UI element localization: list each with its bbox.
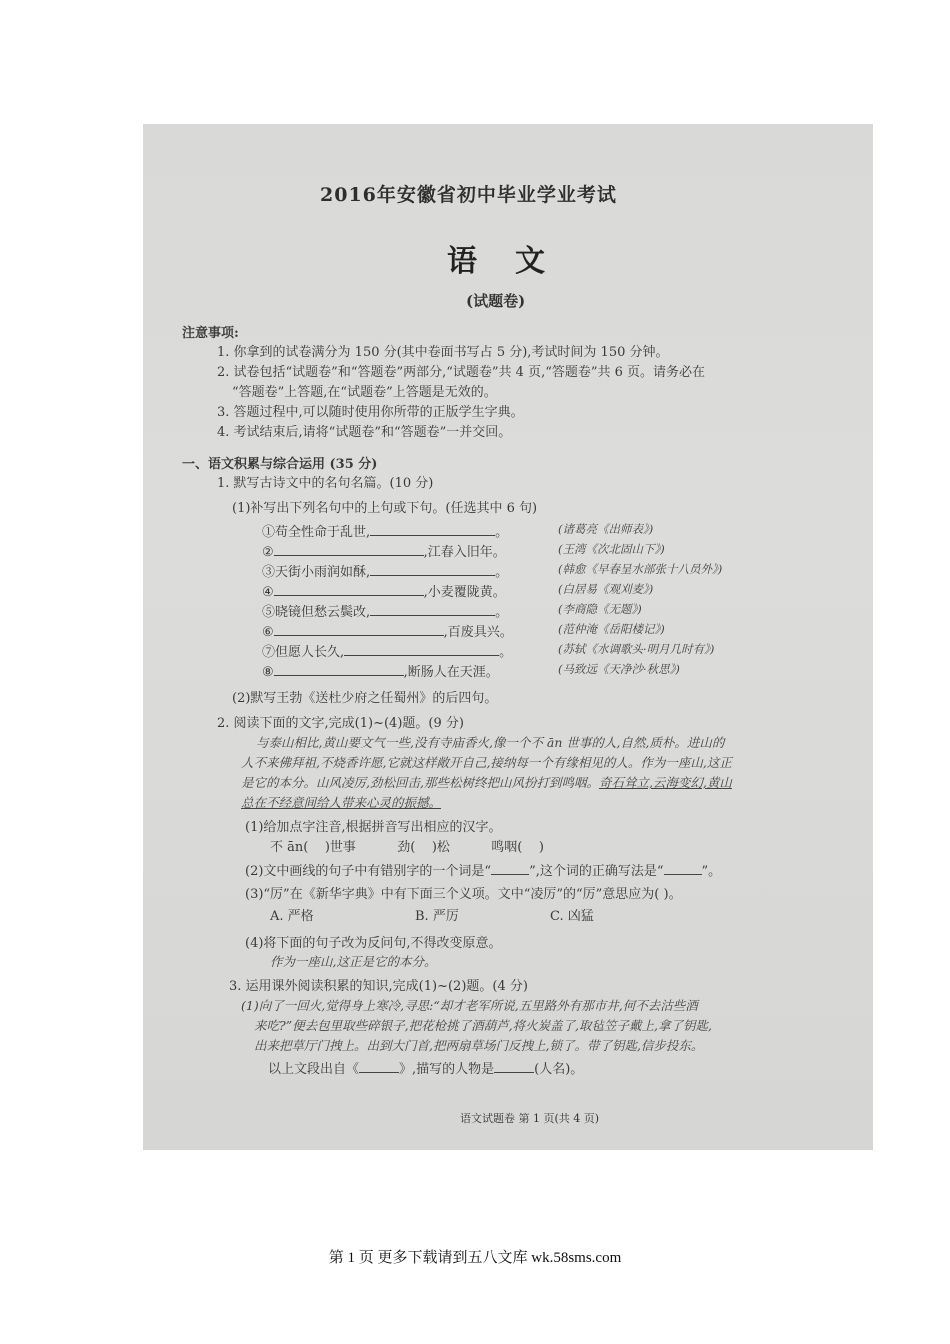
poem-source-7: (苏轼《水调歌头·明月几时有》)	[558, 642, 715, 656]
poem-source-1: (诸葛亮《出师表》)	[558, 522, 654, 536]
poem-source-5: (李商隐《无题》)	[558, 602, 642, 616]
answer-blank-6[interactable]	[274, 623, 444, 636]
notice-heading: 注意事项:	[182, 326, 239, 341]
underlined-sentence-part-1: 奇石耸立,云海变幻,黄山	[598, 775, 732, 790]
exam-page-label: 语文试题卷 第 1 页(共 4 页)	[460, 1112, 600, 1125]
section-1-heading: 一、语文积累与综合运用 (35 分)	[182, 457, 378, 472]
answer-blank-8[interactable]	[274, 663, 404, 676]
answer-blank-5[interactable]	[370, 603, 495, 616]
q3-text-line-1: (1)向了一回火,觉得身上寒冷,寻思:“却才老军所说,五里路外有那市井,何不去沽些酒	[241, 998, 698, 1013]
passage-line-1: 与泰山相比,黄山要文气一些,没有寺庙香火,像一个不 ān 世事的人,自然,质朴。进山的	[256, 735, 725, 750]
notice-item-3: 3. 答题过程中,可以随时使用你所带的正版学生字典。	[217, 405, 524, 420]
poem-line-3: ③天街小雨润如酥, 。	[262, 565, 509, 580]
poem-source-2: (王湾《次北固山下》)	[558, 542, 665, 556]
answer-blank-correct-word[interactable]	[664, 862, 702, 875]
answer-blank-2[interactable]	[274, 543, 424, 556]
passage-line-2: 人不来佛拜祖,不烧香许愿,它就这样敞开自己,接纳每一个有缘相见的人。作为一座山,这正	[241, 755, 732, 770]
exam-title: 2016年安徽省初中毕业学业考试	[320, 184, 617, 206]
poem-source-4: (白居易《观刈麦》)	[558, 582, 654, 596]
poem-line-6: ⑥ ,百废具兴。	[262, 625, 513, 640]
poem-source-8: (马致远《天净沙·秋思》)	[558, 662, 680, 676]
notice-item-2: 2. 试卷包括“试题卷”和“答题卷”两部分,“试题卷”共 4 页,“答题卷”共 6 页。请务必在	[217, 365, 706, 380]
option-b: B. 严厉	[415, 909, 459, 924]
q3-text-line-2: 来吃?”便去包里取些碎银子,把花枪挑了酒葫芦,将火炭盖了,取毡笠子戴上,拿了钥匙,	[254, 1018, 712, 1033]
poem-source-3: (韩愈《早春呈水部张十八员外》)	[558, 562, 723, 576]
q3-text-line-3: 出来把草厅门拽上。出到大门首,把两扇草场门反拽上,锁了。带了钥匙,信步投东。	[254, 1038, 704, 1053]
question-1: 1. 默写古诗文中的名句名篇。(10 分)	[217, 476, 434, 491]
question-3: 3. 运用课外阅读积累的知识,完成(1)~(2)题。(4 分)	[229, 979, 528, 994]
notice-item-4: 4. 考试结束后,请将“试题卷”和“答题卷”一并交回。	[217, 425, 512, 440]
poem-line-2: ② ,江春入旧年。	[262, 545, 506, 560]
option-c: C. 凶猛	[550, 909, 594, 924]
poem-line-8: ⑧ ,断肠人在天涯。	[262, 665, 499, 680]
poem-line-4: ④ ,小麦覆陇黄。	[262, 585, 506, 600]
answer-blank-character[interactable]	[494, 1060, 534, 1073]
answer-blank-7[interactable]	[344, 643, 499, 656]
question-1-2: (2)默写王勃《送杜少府之任蜀州》的后四句。	[232, 691, 498, 706]
poem-line-1: ①苟全性命于乱世, 。	[262, 525, 509, 540]
question-3-ask: 以上文段出自《 》,描写的人物是 (人名)。	[268, 1062, 584, 1077]
question-2-4-sentence: 作为一座山,这正是它的本分。	[270, 954, 437, 969]
notice-item-2-cont: “答题卷”上答题,在“试题卷”上答题是无效的。	[232, 385, 497, 400]
poem-line-5: ⑤晓镜但愁云鬓改, 。	[262, 605, 509, 620]
question-2-4: (4)将下面的句子改为反问句,不得改变原意。	[245, 936, 502, 951]
passage-line-3: 是它的本分。山风凌厉,劲松回击,那些松树终把山风扮打到鸣咽。奇石耸立,云海变幻,黄山	[241, 775, 732, 790]
question-2-3: (3)“厉”在《新华字典》中有下面三个义项。文中“凌厉”的“厉”意思应为( )。	[245, 887, 682, 902]
notice-item-1: 1. 你拿到的试卷满分为 150 分(其中卷面书写占 5 分),考试时间为 150 分钟。	[217, 345, 669, 360]
poem-line-7: ⑦但愿人长久, 。	[262, 645, 513, 660]
underlined-sentence-part-2: 总在不经意间给人带来心灵的振撼。	[241, 795, 442, 810]
answer-blank-1[interactable]	[370, 523, 495, 536]
question-1-1: (1)补写出下列名句中的上句或下句。(任选其中 6 句)	[232, 501, 538, 516]
question-2-2: (2)文中画线的句子中有错别字的一个词是“ ”,这个词的正确写法是“ ”。	[245, 864, 722, 879]
poem-source-6: (范仲淹《岳阳楼记》)	[558, 622, 665, 636]
exam-volume: (试题卷)	[466, 292, 526, 310]
option-a: A. 严格	[270, 909, 314, 924]
question-2-1: (1)给加点字注音,根据拼音写出相应的汉字。	[245, 820, 502, 835]
answer-blank-book[interactable]	[359, 1060, 399, 1073]
question-2-1-items: 不 ān( )世事 劲( )松 鸣咽( )	[270, 840, 544, 855]
exam-subject: 语文	[447, 244, 583, 279]
answer-blank-wrong-word[interactable]	[491, 862, 529, 875]
answer-blank-3[interactable]	[370, 563, 495, 576]
question-2: 2. 阅读下面的文字,完成(1)~(4)题。(9 分)	[217, 716, 464, 731]
answer-blank-4[interactable]	[274, 583, 424, 596]
footer-download-note: 第 1 页 更多下载请到五八文库 wk.58sms.com	[328, 1250, 622, 1266]
